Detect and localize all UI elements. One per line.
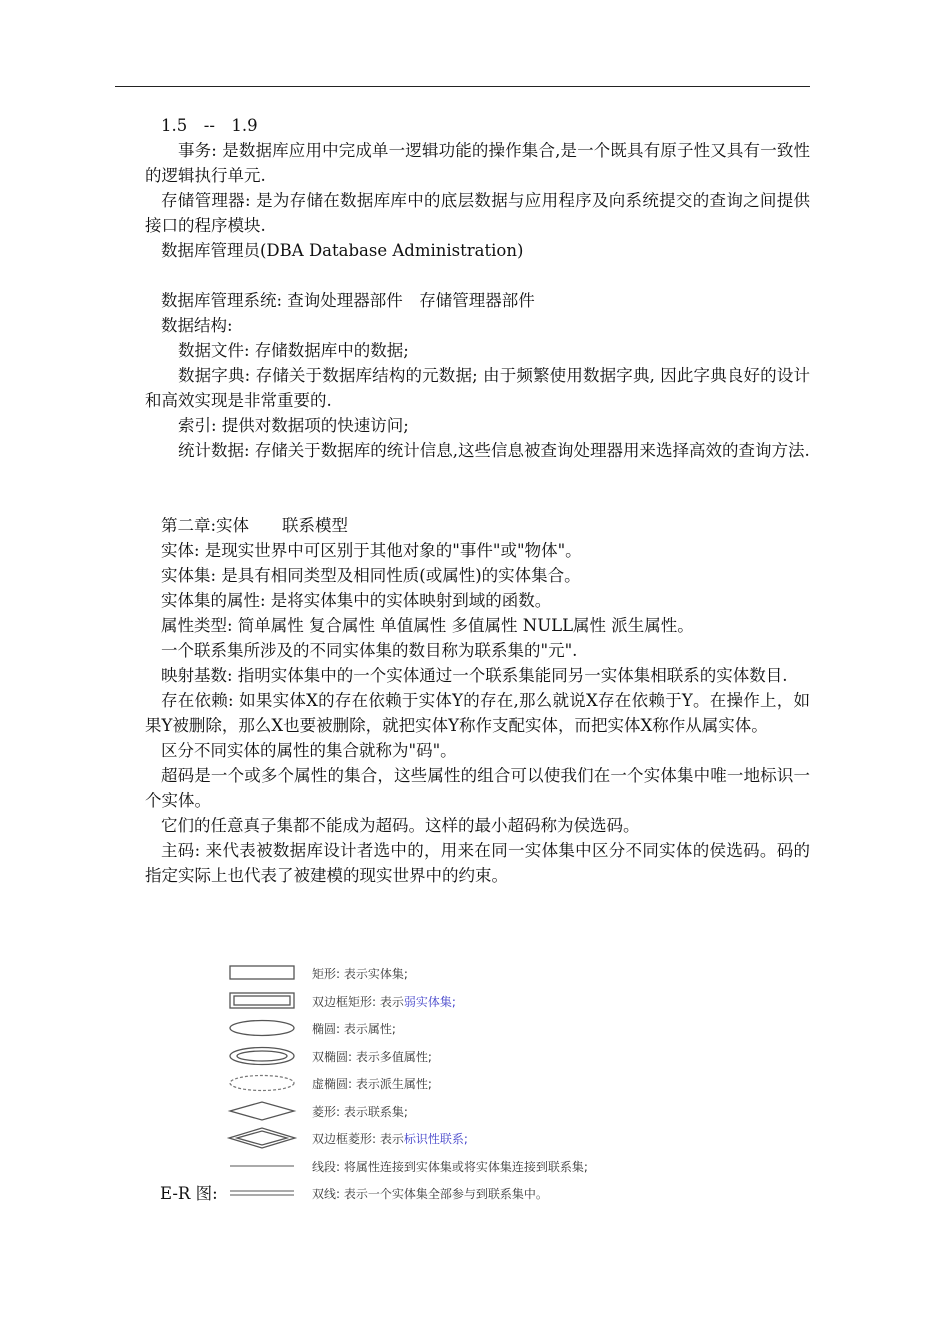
paragraph: 它们的任意真子集都不能成为超码。这样的最小超码称为侯选码。 [161,816,640,835]
paragraph: 数据字典: 存储关于数据库结构的元数据; 由于频繁使用数据字典, 因此字典良好的设计和高效实现是非常重要的. [145,366,810,410]
blank-line [145,463,810,488]
double-ellipse-symbol [226,1045,298,1067]
rectangle-symbol [226,962,298,984]
paragraph: 存储管理器: 是为存储在数据库库中的底层数据与应用程序及向系统提交的查询之间提供接口的程序模块. [145,191,810,235]
paragraph: 实体集: 是具有相同类型及相同性质(或属性)的实体集合。 [161,566,581,585]
legend-row-dashed-ellipse [226,1072,746,1100]
paragraph: 数据结构: [161,316,233,335]
paragraph: 索引: 提供对数据项的快速访问; [178,416,409,435]
legend-text: 虚椭圆: 表示派生属性; [312,1077,432,1091]
legend-row-double-ellipse [226,1045,746,1073]
paragraph: 数据库管理员(DBA Database Administration) [161,241,524,260]
legend-row-ellipse [226,1017,746,1045]
paragraph: 事务: 是数据库应用中完成单一逻辑功能的操作集合,是一个既具有原子性又具有一致性的逻辑执行单元. [145,141,810,185]
line-symbol [226,1155,298,1177]
legend-row-double-diamond [226,1127,746,1155]
paragraph: 区分不同实体的属性的集合就称为"码"。 [161,741,457,760]
paragraph: 一个联系集所涉及的不同实体集的数目称为联系集的"元". [161,641,578,660]
paragraph: 存在依赖: 如果实体X的存在依赖于实体Y的存在,那么就说X存在依赖于Y。在操作上，如果Y被删除，那么X也要被删除，就把实体Y称作支配实体，而把实体X称作从属实体。 [145,691,810,735]
paragraph: 主码: 来代表被数据库设计者选中的，用来在同一实体集中区分不同实体的侯选码。码的指定实际上也代表了被建模的现实世界中的约束。 [145,841,810,885]
legend-text: 线段: 将属性连接到实体集或将实体集连接到联系集; [312,1159,588,1174]
dashed-ellipse-symbol [226,1072,298,1094]
legend-text: 椭圆: 表示属性; [312,1022,396,1036]
legend-text: 双边框矩形: 表示弱实体集; [312,994,456,1009]
legend-row-double-rectangle [226,990,746,1018]
document-body [145,113,810,888]
legend-row-diamond [226,1100,746,1128]
legend-text: 双线: 表示一个实体集全部参与到联系集中。 [312,1187,548,1201]
legend-row-line [226,1155,746,1183]
double-line-symbol [226,1182,298,1204]
legend-text: 矩形: 表示实体集; [312,967,408,981]
diamond-symbol [226,1100,298,1122]
er-legend [226,962,746,1210]
paragraph: 数据文件: 存储数据库中的数据; [178,341,409,360]
double-diamond-symbol [226,1127,298,1149]
legend-highlight: 弱实体集; [403,994,456,1009]
legend-text: 双边框菱形: 表示标识性联系; [312,1132,468,1146]
legend-text: 菱形: 表示联系集; [312,1104,408,1119]
paragraph: 1.5 -- 1.9 [161,116,258,135]
paragraph: 数据库管理系统: 查询处理器部件 存储管理器部件 [161,291,535,310]
ellipse-symbol [226,1017,298,1039]
blank-line [145,488,810,513]
paragraph: 第二章:实体 联系模型 [161,516,349,535]
double-rectangle-symbol [226,990,298,1012]
legend-text: 双椭圆: 表示多值属性; [312,1049,432,1064]
paragraph: 实体: 是现实世界中可区别于其他对象的"事件"或"物体"。 [161,541,582,560]
paragraph: 属性类型: 简单属性 复合属性 单值属性 多值属性 NULL属性 派生属性。 [161,616,694,635]
paragraph: 映射基数: 指明实体集中的一个实体通过一个联系集能同另一实体集相联系的实体数目. [161,666,788,685]
legend-highlight: 标识性联系; [403,1132,468,1146]
legend-row-double-line [226,1182,746,1210]
legend-row-rectangle [226,962,746,990]
blank-line [145,263,810,288]
er-diagram-label: E-R 图: [160,1184,218,1203]
paragraph: 实体集的属性: 是将实体集中的实体映射到域的函数。 [161,591,552,610]
paragraph: 统计数据: 存储关于数据库的统计信息,这些信息被查询处理器用来选择高效的查询方法. [178,441,810,460]
paragraph: 超码是一个或多个属性的集合，这些属性的组合可以使我们在一个实体集中唯一地标识一个实体。 [145,766,810,810]
header-rule [115,86,810,87]
